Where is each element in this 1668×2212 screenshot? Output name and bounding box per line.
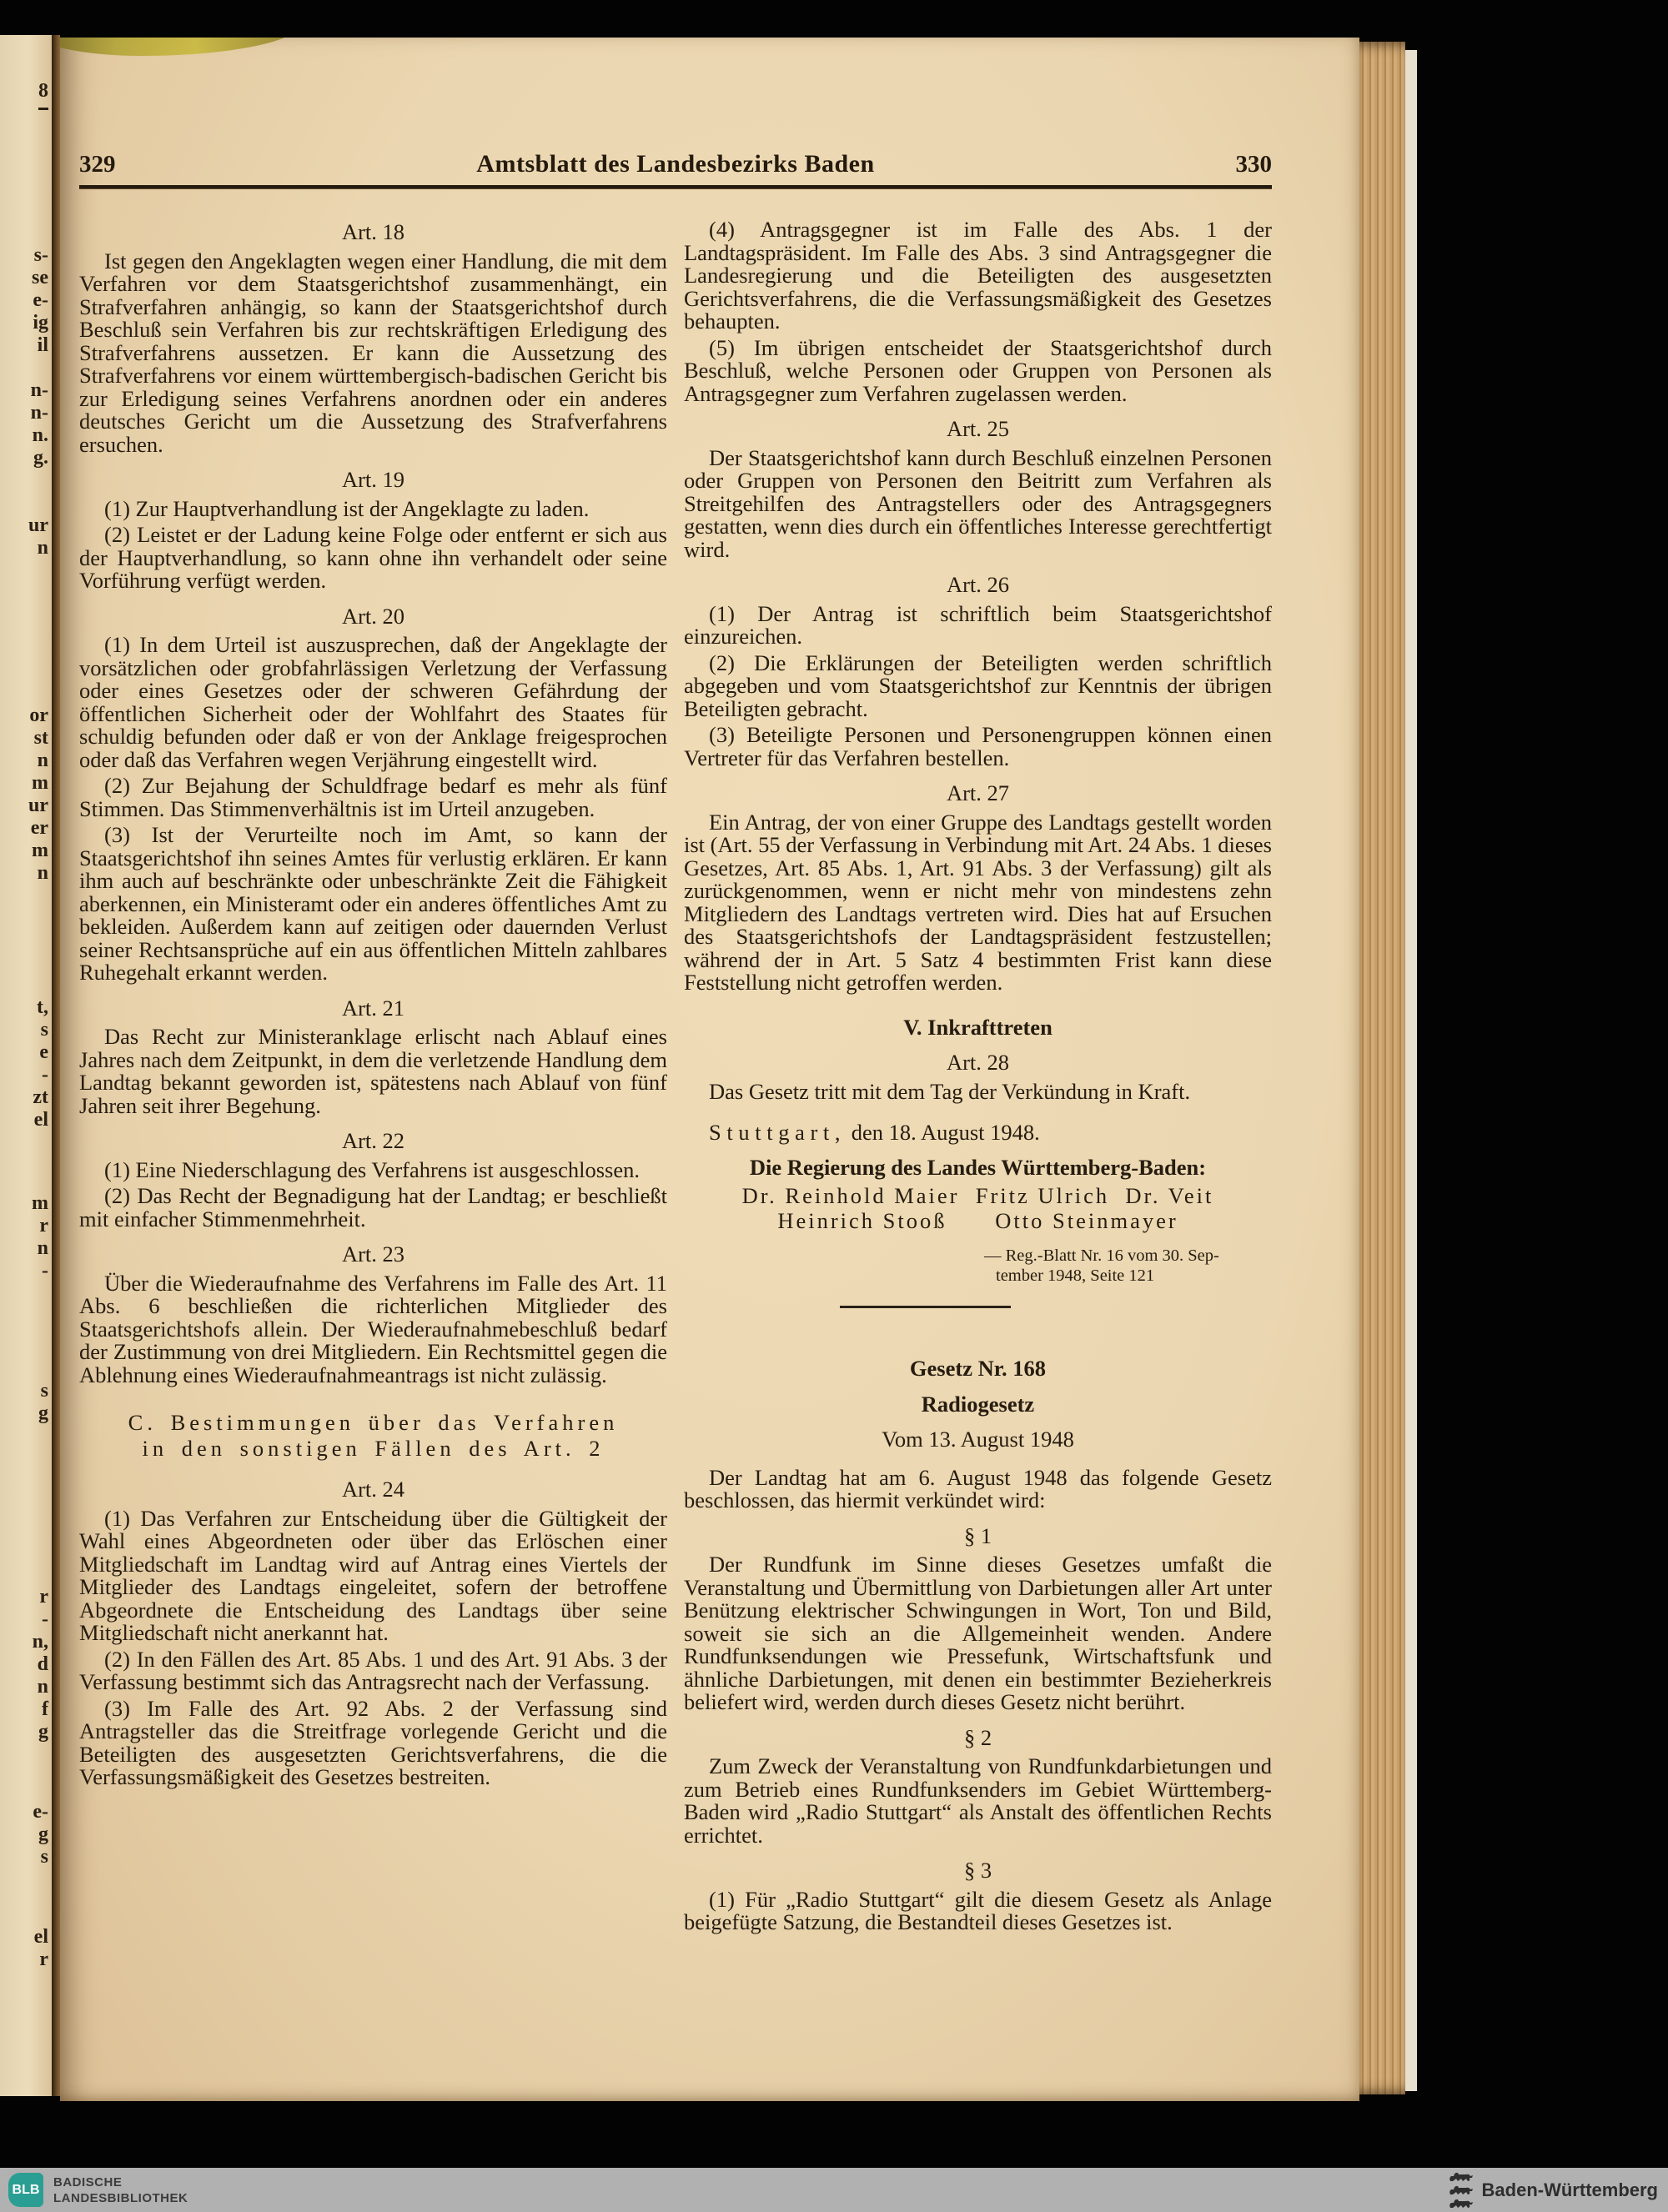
par-3-text: (1) Für „Radio Stuttgart“ gilt die diesem Gesetz als Anlage beigefügte Satzung, die Bestandteil dieses Gesetzes ist. — [684, 1886, 1272, 1934]
prev-page-text-fragment: n- — [30, 379, 48, 401]
prev-page-text-fragment: n — [37, 537, 48, 559]
prev-page-text-fragment: n — [37, 1237, 48, 1259]
prev-page-text-fragment: s — [40, 1019, 48, 1041]
art-25-text: Der Staatsgerichtshof kann durch Beschluß einzelnen Personen oder Gruppen von Personen den Beitritt zum Verfahren als Streitgehilfen des Antragstellers oder des Antragsgegners gestatten, wenn dies durch ein öffentliches Interesse gerechtfertigt wird. — [684, 444, 1272, 562]
previous-page-edge — [0, 35, 52, 2096]
art-22-heading: Art. 22 — [341, 1128, 405, 1153]
prev-page-text-fragment: s- — [33, 244, 48, 266]
book-fore-edge — [1359, 42, 1405, 2094]
art-24-abs-4: (4) Antragsgegner ist im Falle des Abs. 1 der Landtagspräsident. Im Falle des Abs. 3 sind Antragsgegner die Landesregierung und die Beteiligten des ausgesetzten Gerichtsverfahrens, die die Verfassungsmäßigkeit des Gesetzes behaupten. — [684, 217, 1272, 334]
section-c-heading-line1: C. Bestimmungen über das Verfahren — [128, 1410, 619, 1435]
art-23-text: Über die Wiederaufnahme des Verfahrens im Falle des Art. 11 Abs. 6 beschließen die richterlichen Mitglieder des Staatsgerichtshofs allein. Der Wiederaufnahmebeschluß bedarf der Zustimmung von drei Mitgliedern. Ein Rechtsmittel gegen die Ablehnung eines Wiederaufnahmeantrags ist nicht zulässig. — [79, 1270, 667, 1387]
art-24-heading: Art. 24 — [341, 1477, 405, 1502]
prev-page-text-fragment: or — [29, 705, 48, 726]
journal-title: Amtsblatt des Landesbezirks Baden — [476, 150, 875, 178]
section-v-heading: V. Inkrafttreten — [903, 1014, 1053, 1040]
art-24-abs-5: (5) Im übrigen entscheidet der Staatsgerichtshof durch Beschluß, welche Personen oder Gruppen von Personen als Antragsgegner zum Verfahren zugelassen werden. — [684, 334, 1272, 406]
prev-page-text-fragment: d — [37, 1653, 48, 1675]
art-27-text: Ein Antrag, der von einer Gruppe des Landtags gestellt worden ist (Art. 55 der Verfassung in Verbindung mit Art. 24 Abs. 1 dieses Gesetzes, Art. 85 Abs. 1, Art. 91 Abs. 3 der Verfassung) gilt als zurückgenommen, wenn er nicht mehr von mindestens zehn Mitgliedern des Landtags vertreten wird. Dies hat auf Ersuchen des Staatsgerichtshofs der Landtagspräsident festzustellen; während der in Art. 5 Satz 4 bestimmten Frist kann diese Feststellung nicht getroffen werden. — [684, 809, 1272, 995]
page-number-left: 329 — [79, 151, 116, 178]
art-20-abs-2: (2) Zur Bejahung der Schuldfrage bedarf es mehr als fünf Stimmen. Das Stimmenverhältnis ist im Urteil anzugeben. — [79, 773, 667, 821]
prev-page-text-fragment: n. — [32, 424, 48, 446]
right-text-column — [684, 208, 1272, 1938]
art-20-heading: Art. 20 — [341, 603, 405, 629]
prev-page-text-fragment: ig — [33, 312, 48, 334]
prev-page-text-fragment: f — [42, 1698, 48, 1720]
signatures-line-2: Heinrich Stooß Otto Steinmayer — [777, 1207, 1178, 1233]
prev-page-text-fragment: g. — [33, 447, 48, 469]
par-1-heading: § 1 — [963, 1522, 992, 1548]
library-name — [53, 2174, 188, 2206]
prev-page-text-fragment: - — [42, 1608, 48, 1630]
page-header — [79, 38, 1272, 178]
prev-page-text-fragment: n — [37, 1676, 48, 1698]
prev-page-text-fragment: g — [38, 1823, 48, 1845]
law-168-subtitle: Radiogesetz — [921, 1391, 1035, 1417]
art-19-abs-1: (1) Zur Hauptverhandlung ist der Angeklagte zu laden. — [104, 495, 590, 521]
prev-page-text-fragment: st — [33, 727, 48, 749]
prev-page-text-fragment: s — [40, 1380, 48, 1402]
art-24-abs-2: (2) In den Fällen des Art. 85 Abs. 1 und des Art. 91 Abs. 3 der Verfassung bestimmt sich das Antragsrecht nach der Verfassung. — [79, 1646, 667, 1694]
library-name-line1: BADISCHE — [53, 2175, 123, 2189]
signatures-line-1: Dr. Reinhold Maier Fritz Ulrich Dr. Veit — [741, 1183, 1214, 1208]
scanned-page — [60, 38, 1359, 2101]
prev-page-text-fragment: er — [30, 817, 48, 839]
library-name-line2: LANDESBIBLIOTHEK — [53, 2191, 188, 2205]
prev-page-text-fragment: il — [37, 334, 48, 356]
art-27-heading: Art. 27 — [946, 780, 1010, 805]
source-note-line: — Reg.-Blatt Nr. 16 vom 30. Sep- — [984, 1246, 1219, 1265]
prev-page-text-fragment: zt — [33, 1086, 48, 1108]
state-label: Baden-Württemberg — [1481, 2179, 1658, 2200]
prev-page-text-fragment: n- — [30, 402, 48, 424]
par-2-heading: § 2 — [963, 1724, 992, 1750]
prev-page-text-fragment: n — [37, 750, 48, 771]
source-note-line: tember 1948, Seite 121 — [996, 1267, 1155, 1285]
art-18-text: Ist gegen den Angeklagten wegen einer Handlung, die mit dem Verfahren vor dem Staatsgerichtshof zusammenhängt, ein Strafverfahren anhängig, so kann der Staatsgerichtshof durch Beschluß sein Verfahren bis zur rechtskräftigen Erledigung des Strafverfahrens aussetzen. Er kann die Aussetzung des Strafverfahrens vor einem württembergisch-badischen Gericht bis zur Erledigung seines Verfahrens anordnen oder ein anderes deutsches Gericht um die Aussetzung des Strafverfahrens ersuchen. — [79, 248, 667, 457]
art-26-heading: Art. 26 — [946, 572, 1010, 597]
par-1-text: Der Rundfunk im Sinne dieses Gesetzes umfaßt die Veranstaltung und Übermittlung von Darbietungen aller Art unter Benützung elektrischer Schwingungen in Wort, Ton und Bild, soweit sie sich an die Allgemeinheit wenden. Andere Rundfunksendungen wie Pressefunk, Wirtschaftsfunk und ähnliche Darbietungen, mit denen ein bestimmter Bezieherkreis beliefert wird, werden durch dieses Gesetz nicht berührt. — [684, 1552, 1272, 1714]
prev-page-text-fragment: el — [33, 1926, 48, 1948]
art-21-heading: Art. 21 — [341, 995, 405, 1021]
prev-page-text-fragment: - — [42, 1064, 48, 1086]
government-line: Die Regierung des Landes Württemberg-Baden: — [749, 1154, 1207, 1180]
prev-page-text-fragment: m — [32, 772, 48, 794]
art-26-abs-3: (3) Beteiligte Personen und Personengruppen können einen Vertreter für das Verfahren bestellen. — [684, 722, 1272, 770]
prev-page-text-fragment: g — [38, 1402, 48, 1424]
blb-logo[interactable] — [8, 2173, 43, 2207]
art-18-heading: Art. 18 — [341, 219, 405, 244]
law-168-date: Vom 13. August 1948 — [882, 1427, 1074, 1452]
prev-page-text-fragment: n — [37, 862, 48, 884]
prev-page-text-fragment: 8 — [38, 80, 48, 110]
prev-page-text-fragment: e- — [33, 289, 48, 311]
art-22-abs-2: (2) Das Recht der Begnadigung hat der Landtag; er beschließt mit einfacher Stimmenmehrheit. — [79, 1183, 667, 1231]
art-20-abs-1: (1) In dem Urteil ist auszusprechen, daß der Angeklagte der vorsätzlichen oder grobfahrlässigen Verletzung der Verfassung oder eines Gesetzes oder der schweren Gefährdung der öffentlichen Sicherheit oder der Wohlfahrt des Staates für schuldig befunden oder daß er von der Anklage freigesprochen oder daß das Verfahren wegen Verjährung eingestellt wird. — [79, 632, 667, 772]
prev-page-text-fragment: t, — [37, 996, 48, 1018]
art-22-abs-1: (1) Eine Niederschlagung des Verfahrens ist ausgeschlossen. — [104, 1156, 640, 1182]
law-168-intro: Der Landtag hat am 6. August 1948 das folgende Gesetz beschlossen, das hiermit verkündet wird: — [684, 1464, 1272, 1512]
art-26-abs-1: (1) Der Antrag ist schriftlich beim Staatsgerichtshof einzureichen. — [684, 600, 1272, 649]
prev-page-text-fragment: n, — [32, 1631, 48, 1653]
prev-page-text-fragment: m — [32, 840, 48, 861]
prev-page-text-fragment: el — [33, 1109, 48, 1131]
par-2-text: Zum Zweck der Veranstaltung von Rundfunkdarbietungen und zum Betrieb eines Rundfunksenders im Gebiet Württemberg-Baden wird „Radio Stuttgart“ als Anstalt des öffentlichen Rechts errichtet. — [684, 1753, 1272, 1848]
left-text-column — [79, 208, 667, 1938]
prev-page-text-fragment: r — [39, 1215, 48, 1236]
prev-page-text-fragment: e- — [33, 1801, 48, 1823]
prev-page-text-fragment: r — [39, 1586, 48, 1608]
header-rule — [79, 185, 1272, 188]
page-number-right: 330 — [1235, 151, 1272, 178]
baden-wuerttemberg-lions-icon — [1449, 2171, 1474, 2209]
art-24-abs-1: (1) Das Verfahren zur Entscheidung über die Gültigkeit der Wahl eines Abgeordneten oder über das Erlöschen einer Mitgliedschaft im Landtag wird auf Antrag eines Viertels der Mitglieder des Landtags eingeleitet, sofern der betroffene Abgeordnete die Entscheidung des Landtags über seine Mitgliedschaft nicht anerkannt hat. — [79, 1505, 667, 1645]
art-23-heading: Art. 23 — [341, 1241, 405, 1267]
prev-page-text-fragment: m — [32, 1192, 48, 1214]
art-21-text: Das Recht zur Ministeranklage erlischt nach Ablauf eines Jahres nach dem Zeitpunkt, in dem die verletzende Handlung dem Landtag bekannt geworden ist, spätestens nach Ablauf von fünf Jahren seit ihrer Begehung. — [79, 1024, 667, 1118]
art-26-abs-2: (2) Die Erklärungen der Beteiligten werden schriftlich abgegeben und vom Staatsgerichtshof zur Kenntnis der übrigen Beteiligten gebracht. — [684, 650, 1272, 721]
art-28-heading: Art. 28 — [946, 1050, 1010, 1075]
prev-page-text-fragment: r — [39, 1949, 48, 1970]
prev-page-text-fragment: s — [40, 1846, 48, 1868]
section-c-heading-line2: in den sonstigen Fällen des Art. 2 — [142, 1435, 605, 1461]
section-gap — [684, 1308, 1272, 1345]
date-line: S t u t t g a r t , den 18. August 1948. — [709, 1120, 1040, 1145]
art-24-abs-3: (3) Im Falle des Art. 92 Abs. 2 der Verfassung sind Antragsteller das die Streitfrage vorlegende Gericht und die Beteiligten des ausgesetzten Gerichtsverfahrens, die die Verfassungsmäßigkeit des Gesetzes bestreiten. — [79, 1695, 667, 1789]
prev-page-text-fragment: ur — [28, 795, 48, 816]
viewer-footer-bar — [0, 2168, 1668, 2212]
blb-logo-text: BLB — [12, 2182, 40, 2197]
source-note — [984, 1246, 1272, 1286]
law-168-heading: Gesetz Nr. 168 — [909, 1356, 1047, 1381]
art-20-abs-3: (3) Ist der Verurteilte noch im Amt, so kann der Staatsgerichtshof ihn seines Amtes für verlustig erklären. Er kann ihm auch auf beschränkte oder unbeschränkte Zeit die Fähigkeit aberkennen, ein Ministeramt oder ein anderes öffentliches Amt zu bekleiden. Außerdem kann auf zeitigen oder dauernden Verlust seiner Rechtsansprüche auf ein aus öffentlichen Mitteln zahlbares Ruhegehalt erkannt werden. — [79, 822, 667, 985]
prev-page-text-fragment: - — [42, 1260, 48, 1282]
prev-page-text-fragment: ur — [28, 514, 48, 536]
text-columns — [79, 208, 1272, 1938]
art-19-abs-2: (2) Leistet er der Ladung keine Folge oder entfernt er sich aus der Hauptverhandlung, so kann ohne ihn verhandelt oder seine Vorführung verfügt werden. — [79, 522, 667, 593]
prev-page-text-fragment: se — [32, 267, 48, 288]
book-gutter-shadow — [52, 35, 60, 2096]
art-28-text: Das Gesetz tritt mit dem Tag der Verkündung in Kraft. — [709, 1078, 1191, 1104]
state-logo-block[interactable] — [1449, 2168, 1658, 2212]
art-25-heading: Art. 25 — [946, 416, 1010, 441]
art-19-heading: Art. 19 — [341, 467, 405, 492]
prev-page-text-fragment: g — [38, 1721, 48, 1743]
page-content — [79, 38, 1272, 1938]
book-backing-edge — [1405, 50, 1417, 2091]
prev-page-text-fragment: e — [39, 1041, 48, 1063]
par-3-heading: § 3 — [963, 1858, 992, 1883]
